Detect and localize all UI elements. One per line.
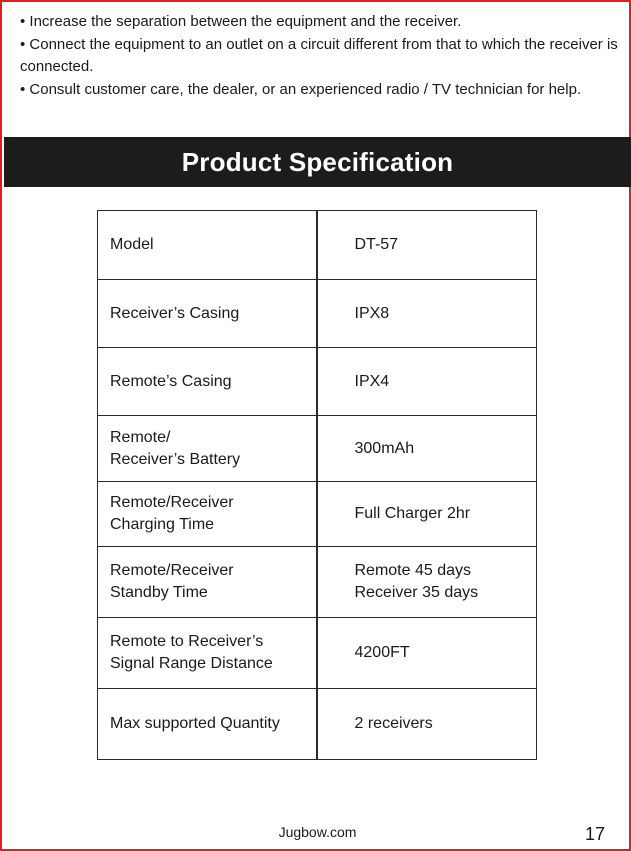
spec-value — [317, 547, 537, 618]
spec-value — [317, 280, 537, 348]
spec-label-text: Receiver’s Battery — [110, 450, 241, 468]
spec-label-text: Max supported Quantity — [110, 715, 280, 732]
table-row — [98, 211, 537, 280]
spec-label — [98, 211, 317, 280]
spec-label — [98, 482, 317, 547]
spec-value — [317, 211, 537, 280]
table-row — [98, 348, 537, 416]
spec-label — [98, 689, 317, 760]
spec-label — [98, 618, 317, 689]
spec-label-text: Signal Range Distance — [110, 655, 273, 672]
guidance-item: • Connect the equipment to an outlet on a circuit different from that to which the receiver is connected. — [20, 35, 618, 75]
spec-label-text: Remote/ — [110, 428, 171, 446]
table-row — [98, 618, 537, 689]
spec-table — [97, 210, 537, 760]
page-number: 17 — [584, 824, 605, 844]
spec-value — [317, 348, 537, 416]
spec-value-text: Receiver 35 days — [354, 584, 479, 601]
spec-value-text: Full Charger 2hr — [354, 505, 471, 522]
spec-label-text: Receiver’s Casing — [110, 304, 240, 322]
spec-value-text: 300mAh — [354, 439, 415, 457]
spec-value — [317, 689, 537, 760]
spec-label-text: Model — [110, 236, 154, 253]
spec-value-text: 4200FT — [354, 644, 410, 661]
spec-label-text: Remote/Receiver — [110, 562, 234, 579]
spec-value-text: IPX4 — [354, 372, 390, 390]
spec-label-text: Standby Time — [110, 584, 208, 601]
spec-value-text: DT-57 — [354, 236, 399, 253]
spec-label-text: Charging Time — [110, 516, 215, 533]
spec-label-text: Remote’s Casing — [110, 372, 232, 390]
spec-value — [317, 482, 537, 547]
fcc-guidance-list — [20, 11, 620, 101]
guidance-item: • Consult customer care, the dealer, or an experienced radio / TV technician for help. — [20, 80, 582, 98]
spec-label — [98, 280, 317, 348]
spec-label-text: Remote/Receiver — [110, 494, 234, 511]
table-row — [98, 547, 537, 618]
table-row — [98, 416, 537, 482]
spec-value — [317, 416, 537, 482]
table-row — [98, 280, 537, 348]
table-row — [98, 482, 537, 547]
section-title: Product Specification — [181, 146, 454, 177]
spec-value-text: Remote 45 days — [354, 562, 472, 579]
spec-value — [317, 618, 537, 689]
spec-label — [98, 348, 317, 416]
table-row — [98, 689, 537, 760]
footer-website: Jugbow.com — [278, 824, 357, 840]
spec-label — [98, 547, 317, 618]
spec-label — [98, 416, 317, 482]
spec-value-text: 2 receivers — [354, 715, 433, 732]
spec-label-text: Remote to Receiver’s — [110, 633, 264, 650]
guidance-item: • Increase the separation between the equipment and the receiver. — [20, 13, 462, 30]
spec-value-text: IPX8 — [354, 304, 390, 322]
section-title-band — [4, 137, 631, 187]
